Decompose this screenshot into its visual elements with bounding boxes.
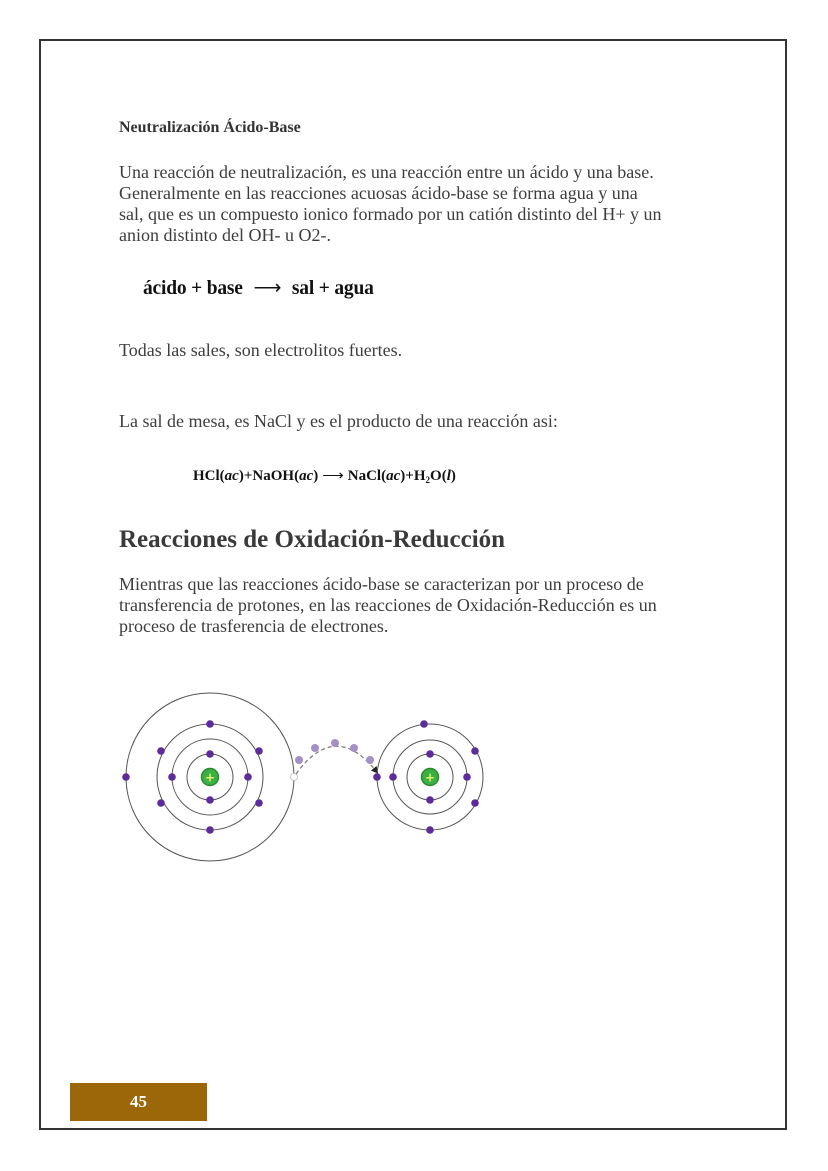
state-label: ac xyxy=(224,468,239,484)
equation-operator: + xyxy=(318,278,330,299)
formula-hcl: HCl xyxy=(193,468,220,484)
statement-salts-text: Todas las sales, son electrolitos fuertes. xyxy=(119,340,403,360)
statement-nacl xyxy=(119,411,558,432)
equation-term: base xyxy=(206,278,243,299)
atom-right-icon xyxy=(373,720,483,834)
paragraph-line: proceso de trasferencia de electrones. xyxy=(119,616,389,636)
svg-text:+: + xyxy=(424,770,436,785)
equation-nacl: HCl(ac)+NaOH(ac) ⟶ $NaCl(ac)+H_2O(l)$ xyxy=(193,468,456,485)
paragraph-line: Una reacción de neutralización, es una reacción entre un ácido y una base. xyxy=(119,162,654,182)
formula-nacl: NaCl xyxy=(347,468,382,484)
state-label: ac xyxy=(299,468,314,484)
svg-text:+: + xyxy=(204,770,216,785)
paragraph-line: transferencia de protones, en las reacciones de Oxidación-Reducción es un xyxy=(119,595,657,615)
state-label: ac xyxy=(386,468,401,484)
section-heading-neutralization: Neutralización Ácido-Base xyxy=(119,119,301,136)
formula-naoh: NaOH xyxy=(252,468,295,484)
atom-left-icon xyxy=(122,693,297,861)
equation-operator: + xyxy=(191,278,203,299)
paragraph-neutralization xyxy=(119,162,662,246)
equation-operator: + xyxy=(243,468,253,484)
section-heading-redox: Reacciones de Oxidación-Reducción xyxy=(119,526,506,553)
paragraph-line: sal, que es un compuesto ionico formado por un catión distinto del H+ y un xyxy=(119,204,662,224)
paragraph-line: Generalmente en las reacciones acuosas ácido-base se forma agua y una xyxy=(119,183,638,203)
equation-operator: + xyxy=(405,468,414,484)
equation-term: ácido xyxy=(143,278,187,299)
paragraph-redox xyxy=(119,574,657,637)
formula-o: O xyxy=(430,468,442,484)
reaction-arrow-icon: ⟶ xyxy=(322,468,344,484)
electron-transfer-arrow-icon xyxy=(295,739,376,774)
equation-term: sal xyxy=(291,278,315,299)
statement-salts xyxy=(119,340,402,361)
electron-transfer-diagram xyxy=(115,690,505,870)
statement-nacl-text: La sal de mesa, es NaCl y es el producto de una reacción asi: xyxy=(119,411,558,431)
equation-term: agua xyxy=(334,278,374,299)
state-label: l xyxy=(446,468,451,484)
formula-h: H xyxy=(413,468,426,484)
page-number-badge xyxy=(70,1083,207,1121)
reaction-arrow-icon: ⟶ xyxy=(253,278,282,299)
subscript: 2 xyxy=(425,475,431,485)
page-number: 45 xyxy=(130,1092,147,1111)
equation-general xyxy=(143,276,374,300)
paragraph-line: Mientras que las reacciones ácido-base se caracterizan por un proceso de xyxy=(119,574,644,594)
paragraph-line: anion distinto del OH- u O2-. xyxy=(119,225,331,245)
